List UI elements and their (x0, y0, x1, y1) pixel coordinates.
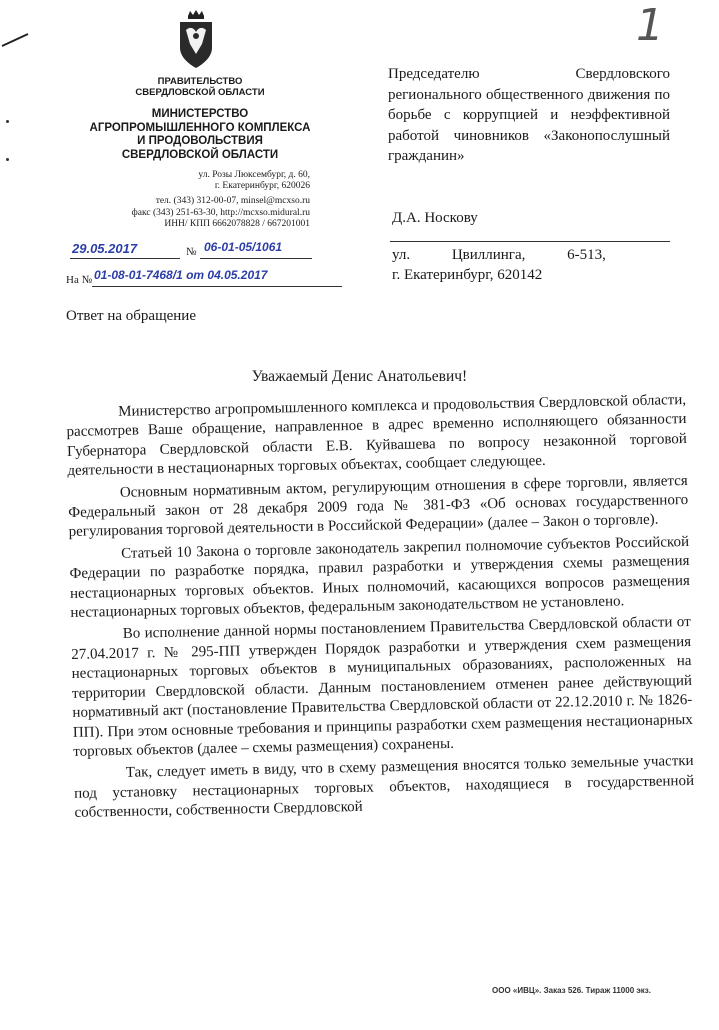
contact-line: ИНН/ КПП 6662078828 / 667201001 (164, 218, 310, 229)
print-footer: ООО «ИВЦ». Заказ 526. Тираж 11000 экз. (492, 986, 651, 995)
letter-subject: Ответ на обращение (66, 308, 196, 324)
contact-line: тел. (343) 312-00-07, minsel@mcxso.ru (155, 196, 310, 207)
body-paragraph: Основным нормативным актом, регулирующим отношения в сфере торговли, является Федеральный закон от 28 декабря 2009 года № 381-ФЗ «Об основах государственного регулирования торговой деятельности в Российской Федерации» (далее – Закон о торговле). (68, 472, 689, 541)
address-line: г. Екатеринбург, 620142 (392, 267, 543, 283)
reg-date-underline (70, 258, 180, 259)
sverdlovsk-region-coat-of-arms-icon (176, 10, 216, 70)
contact-line: г. Екатеринбург, 620026 (214, 181, 310, 192)
address-divider (390, 241, 670, 242)
letter-body (66, 391, 695, 826)
reg-number-label: № (186, 246, 197, 258)
reg-number-underline (200, 258, 312, 259)
reg-date: 29.05.2017 (72, 241, 138, 256)
government-line: СВЕРДЛОВСКОЙ ОБЛАСТИ (135, 87, 265, 98)
punch-dot (6, 158, 9, 161)
government-title (60, 76, 340, 98)
government-line: ПРАВИТЕЛЬСТВО (157, 76, 243, 87)
recipient-block: Председателю Свердловского регионального общественного движения по борьбе с коррупцией и неэффективной работой чиновников «Законопослушный гражданин» (388, 66, 670, 164)
ministry-line: МИНИСТЕРСТВО (151, 108, 249, 120)
punch-dot (6, 120, 9, 123)
ministry-line: СВЕРДЛОВСКОЙ ОБЛАСТИ (121, 148, 279, 161)
ministry-line: АГРОПРОМЫШЛЕННОГО КОМПЛЕКСА (89, 121, 311, 134)
body-paragraph: Министерство агропромышленного комплекса и продовольствия Свердловской области, рассмотрев Ваше обращение, направленное в адрес временно исполняющего обязанности Губернатора Свердловской области Е.В. Куйвашева по вопросу незаконной торговой деятельности в нестационарных торговых объектах, сообщает следующее. (66, 392, 688, 480)
scan-mark-icon (0, 30, 30, 50)
reply-ref-underline (92, 286, 342, 287)
body-paragraph: Статьей 10 Закона о торговле законодатель закрепил полномочие субъектов Российской Федерации по разработке порядка, правил разработки и утверждения схемы размещения нестационарных торговых объектов. Иных полномочий, касающихся вопросов размещения нестационарных торговых объектов, федеральным законодательством не установлено. (69, 533, 691, 622)
reg-number: 06-01-05/1061 (204, 240, 283, 254)
recipient-address (392, 245, 670, 285)
reply-ref: 01-08-01-7468/1 от 04.05.2017 (94, 268, 268, 282)
handwritten-page-number: 1 (636, 0, 664, 51)
contact-line: факс (343) 251-63-30, http://mcxso.midural.ru (131, 207, 310, 218)
ministry-title (60, 108, 340, 162)
ministry-line: И ПРОДОВОЛЬСТВИЯ (137, 135, 263, 147)
contact-line: ул. Розы Люксембург, д. 60, (198, 170, 310, 180)
ministry-contacts (100, 170, 310, 230)
recipient-name: Д.А. Носкову (392, 210, 478, 226)
reply-ref-label: На № (66, 274, 93, 286)
address-line: ул. Цвиллинга, 6-513, (392, 247, 606, 263)
body-paragraph: Во исполнение данной нормы постановлением Правительства Свердловской области от 27.04.2017 г. № 295-ПП утвержден Порядок разработки и утверждения схем размещения нестационарных торговых объектов в муниципальных образованиях, расположенных на территории Свердловской области. Данным постановлением отменен ранее действующий нормативный акт (постановление Правительства Свердловской области от 22.12.2010 г. № 1826-ПП). При этом основные требования и принципы разработки схем размещения нестационарных торговых объектов (далее – схемы размещения) сохранены. (71, 614, 693, 760)
body-paragraph: Так, следует иметь в виду, что в схему размещения вносятся только земельные участки под установку нестационарных торговых объектов, находящиеся в государственной собственности, собственности Свердловской (73, 753, 695, 822)
letter-greeting: Уважаемый Денис Анатольевич! (251, 368, 468, 385)
